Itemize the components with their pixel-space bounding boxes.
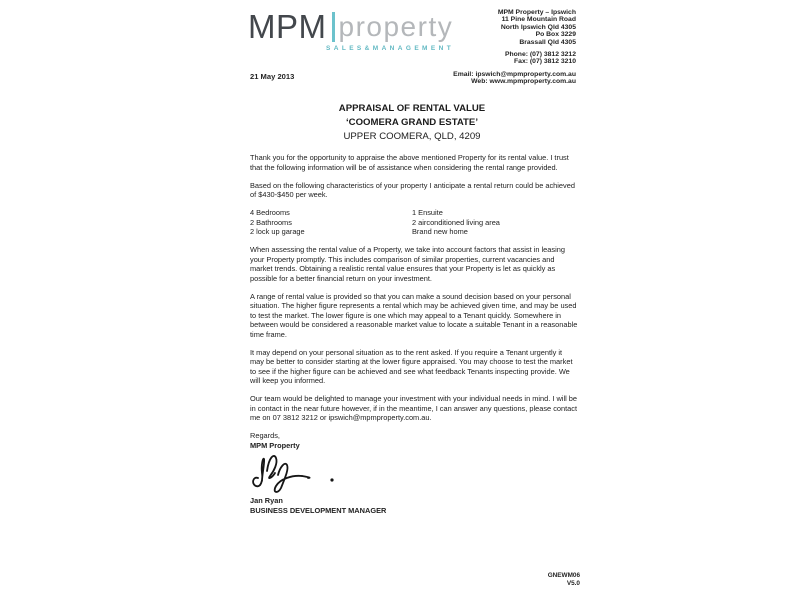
feature-item: 4 Bedrooms (250, 208, 290, 217)
feature-item: Brand new home (412, 227, 468, 236)
document-code: GNEWM06 (547, 572, 580, 579)
office-address-line: Po Box 3229 (535, 31, 576, 39)
feature-item: 2 lock up garage (250, 227, 305, 236)
office-web: Web: www.mpmproperty.com.au (471, 78, 576, 86)
letter-body (250, 153, 578, 515)
handwritten-signature (250, 451, 578, 495)
document-version: V5.0 (566, 580, 580, 587)
signatory-name: Jan Ryan (250, 496, 283, 505)
logo-divider-bar (332, 12, 335, 42)
title-line-1: APPRAISAL OF RENTAL VALUE (338, 103, 486, 114)
paragraph-range-explanation: A range of rental value is provided so that you can make a sound decision based on your personal situation. The higher figure represents a rental which may be achieved given time, and may be used to test the market. The lower figure is one which may appeal to a Tenant quickly. Somewhere in between would be considered a reasonable market value to locate a suitable Tenant in a reasonable time frame. (250, 291, 578, 339)
office-email: Email: ipswich@mpmproperty.com.au (453, 70, 576, 78)
closing-block (250, 431, 578, 515)
feature-item: 2 Bathrooms (250, 217, 292, 227)
signatory-role: BUSINESS DEVELOPMENT MANAGER (250, 505, 387, 515)
logo-mpm-text: MPM (248, 8, 327, 45)
paragraph-assessment: When assessing the rental value of a Property, we take into account factors that assist in leasing your Property promptly. This includes comparison of similar properties, current vacancies and market trends. Obtaining a realistic rental value ensures that your Property is let as quickly as possible for a better financial return on your investment. (250, 245, 565, 283)
paragraph-contact: Our team would be delighted to manage your investment with your individual needs in mind. I will be in contact in the near future however, if in the meantime, I can answer any questions, please contact me on 07 3812 3212 or ipswich@mpmproperty.com.au. (250, 394, 578, 422)
signature-period-dot (330, 478, 333, 481)
title-line-3: UPPER COOMERA, QLD, 4209 (343, 131, 481, 142)
office-contact-block (453, 9, 576, 86)
signature-scribble-icon (250, 451, 345, 495)
closing-company: MPM Property (250, 440, 300, 450)
paragraph-rental-range: Based on the following characteristics of your property I anticipate a rental return could be achieved of $430-$450 per week. (250, 180, 575, 199)
letter-title-block (248, 102, 576, 144)
office-address-line: Brassall Qld 4305 (519, 38, 576, 46)
feature-item: 1 Ensuite (412, 208, 443, 217)
document-code-block (548, 572, 580, 588)
office-name: MPM Property – Ipswich (497, 9, 576, 16)
paragraph-personal-situation: It may depend on your personal situation as to the rent asked. If you require a Tenant urgently it may be better to consider starting at the lower figure appraised. You may choose to test the market to see if the higher figure can be achieved and see what feedback Tenants inspecting provide. We will keep you informed. (250, 347, 573, 385)
logo-property-text: property (338, 10, 454, 42)
logo-tagline: SALES&MANAGEMENT (326, 45, 455, 52)
feature-item: 2 airconditioned living area (412, 217, 500, 227)
closing-regards: Regards, (250, 431, 280, 440)
company-logo (248, 10, 454, 52)
title-line-2: ‘COOMERA GRAND ESTATE’ (345, 117, 478, 128)
office-phone: Phone: (07) 3812 3212 (504, 51, 576, 59)
office-address-line: 11 Pine Mountain Road (501, 16, 576, 24)
paragraph-intro: Thank you for the opportunity to appraise the above mentioned Property for its rental value. I trust that the following information will be of assistance when considering the rental range provided. (250, 153, 569, 172)
letter-date: 21 May 2013 (250, 72, 295, 81)
property-features-list (250, 208, 578, 237)
office-fax: Fax: (07) 3812 3210 (514, 58, 576, 66)
office-address-line: North Ipswich Qld 4305 (500, 23, 576, 31)
